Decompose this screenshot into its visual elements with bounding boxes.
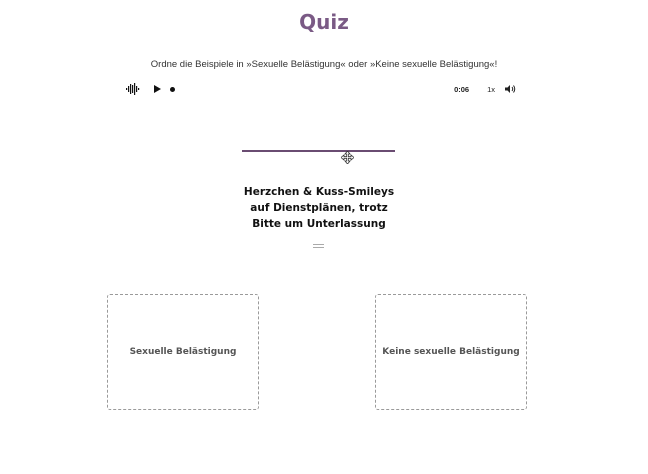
play-icon[interactable] xyxy=(152,84,162,94)
drag-handle-icon[interactable] xyxy=(313,244,324,250)
dropzone-label: Sexuelle Belästigung xyxy=(129,347,237,357)
page-title: Quiz xyxy=(299,10,349,34)
dropzone-sexual-harassment[interactable] xyxy=(107,294,259,410)
dropzone-no-sexual-harassment[interactable] xyxy=(375,294,527,410)
speed-button[interactable]: 1x xyxy=(487,84,495,94)
card-top-bar xyxy=(242,150,395,152)
draggable-card-text[interactable]: Herzchen & Kuss-Smileys auf Dienstplänen, trotz Bitte um Unterlassung xyxy=(243,186,395,230)
volume-icon[interactable] xyxy=(505,84,516,94)
progress-handle[interactable] xyxy=(170,87,175,92)
audio-player xyxy=(124,82,516,96)
dropzone-label: Keine sexuelle Belästigung xyxy=(382,347,520,357)
time-display: 0:06 xyxy=(454,84,470,94)
waveform-icon[interactable] xyxy=(126,83,140,95)
instruction-text: Ordne die Beispiele in »Sexuelle Belästigung« oder »Keine sexuelle Belästigung«! xyxy=(150,59,498,70)
move-cursor-icon xyxy=(341,151,354,164)
